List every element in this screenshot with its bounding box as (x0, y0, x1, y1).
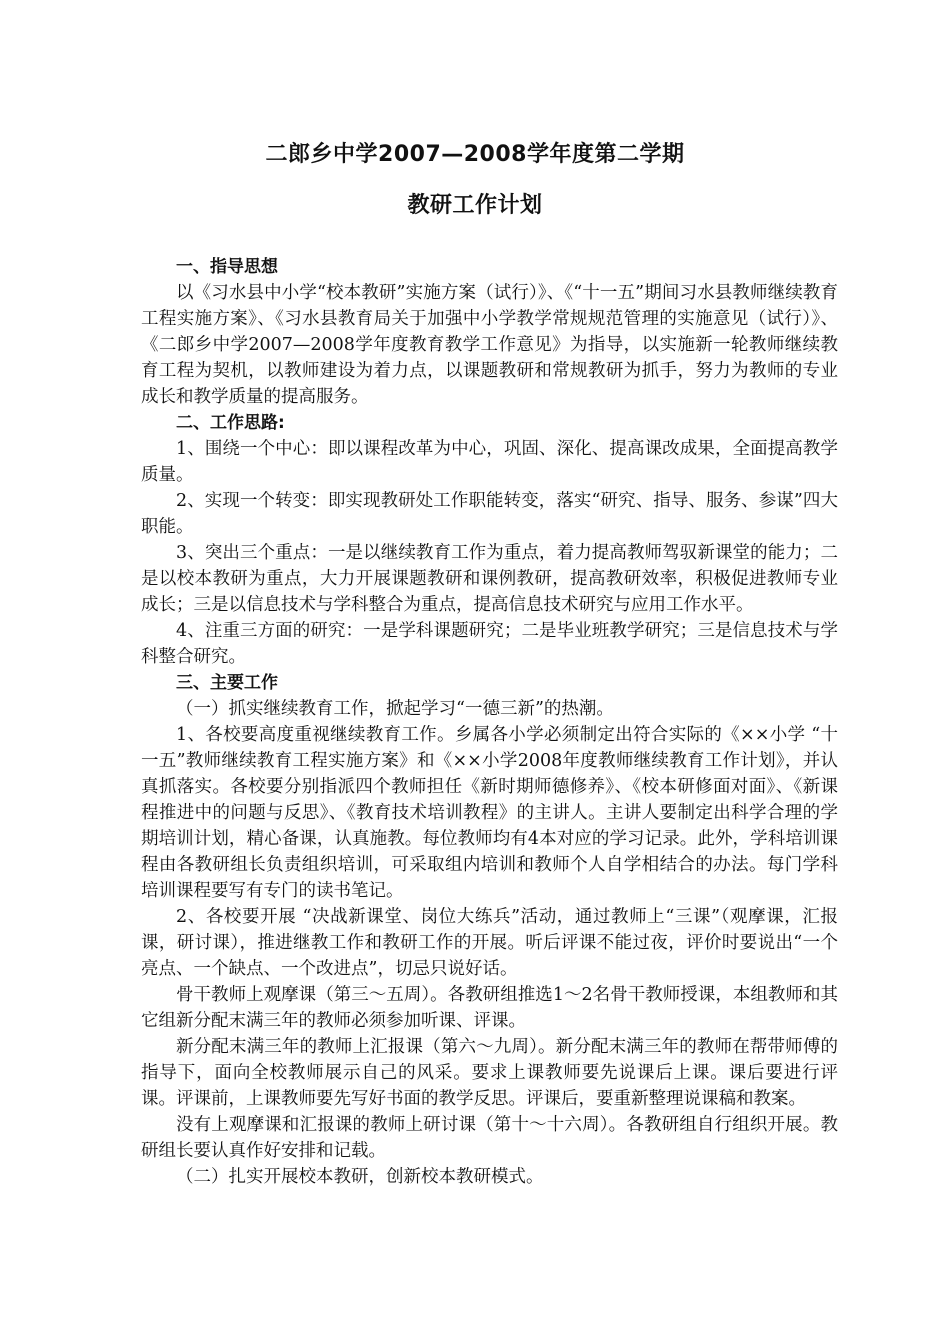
subsection-heading: （一）抓实继续教育工作，掀起学习“一德三新”的热潮。 (176, 699, 614, 719)
paragraph: 以《习水县中小学“校本教研”实施方案（试行）》、《“十一五”期间习水县教师继续教育工程实施方案》、《习水县教育局关于加强中小学教学常规规范管理的实施意见（试行）》、《二郎乡中学2007—2008学年度教育教学工作意见》为指导，以实施新一轮教师继续教育工程为契机，以教师建设为着力点，以课题教研和常规教研为抓手，努力为教师的专业成长和教学质量的提高服务。 (141, 283, 838, 407)
paragraph: 没有上观摩课和汇报课的教师上研讨课（第十～十六周）。各教研组自行组织开展。教研组长要认真作好安排和记载。 (141, 1115, 838, 1161)
paragraph: 4、注重三方面的研究：一是学科课题研究；二是毕业班教学研究；三是信息技术与学科整合研究。 (141, 621, 838, 667)
subsection-heading: （二）扎实开展校本教研，创新校本教研模式。 (176, 1167, 544, 1187)
paragraph: 2、各校要开展 “决战新课堂、岗位大练兵”活动，通过教师上“三课”（观摩课，汇报课，研讨课），推进继教工作和教研工作的开展。听后评课不能过夜，评价时要说出“一个亮点、一个缺点、一个改进点”，切忌只说好话。 (141, 907, 838, 979)
paragraph: 2、实现一个转变：即实现教研处工作职能转变，落实“研究、指导、服务、参谋”四大职能。 (141, 491, 838, 537)
section-heading-guiding-ideology: 一、指导思想 (176, 257, 278, 277)
section-heading-main-work: 三、主要工作 (176, 673, 278, 693)
document-body (141, 254, 838, 1190)
paragraph: 1、各校要高度重视继续教育工作。乡属各小学必须制定出符合实际的《××小学 “十一五”教师继续教育工程实施方案》和《××小学2008年度教师继续教育工作计划》，并认真抓落实。各校要分别指派四个教师担任《新时期师德修养》、《校本研修面对面》、《新课程推进中的问题与反思》、《教育技术培训教程》的主讲人。主讲人要制定出科学合理的学期培训计划，精心备课，认真施教。每位教师均有4本对应的学习记录。此外，学科培训课程由各教研组长负责组织培训，可采取组内培训和教师个人自学相结合的办法。每门学科培训课程要写有专门的读书笔记。 (141, 725, 838, 901)
paragraph: 新分配末满三年的教师上汇报课（第六～九周）。新分配末满三年的教师在帮带师傅的指导下，面向全校教师展示自己的风采。要求上课教师要先说课后上课。课后要进行评课。评课前，上课教师要先写好书面的教学反思。评课后，要重新整理说课稿和教案。 (141, 1037, 838, 1109)
paragraph: 3、突出三个重点：一是以继续教育工作为重点，着力提高教师驾驭新课堂的能力；二是以校本教研为重点，大力开展课题教研和课例教研，提高教研效率，积极促进教师专业成长；三是以信息技术与学科整合为重点，提高信息技术研究与应用工作水平。 (141, 543, 838, 615)
document-subtitle: 教研工作计划 (407, 193, 543, 218)
paragraph: 骨干教师上观摩课（第三～五周）。各教研组推选1～2名骨干教师授课，本组教师和其它组新分配末满三年的教师必须参加听课、评课。 (141, 985, 838, 1031)
section-heading-work-approach: 二、工作思路: (176, 413, 285, 433)
document-title: 二郎乡中学2007—2008学年度第二学期 (265, 142, 685, 167)
paragraph: 1、围绕一个中心：即以课程改革为中心，巩固、深化、提高课改成果，全面提高教学质量。 (141, 439, 838, 485)
